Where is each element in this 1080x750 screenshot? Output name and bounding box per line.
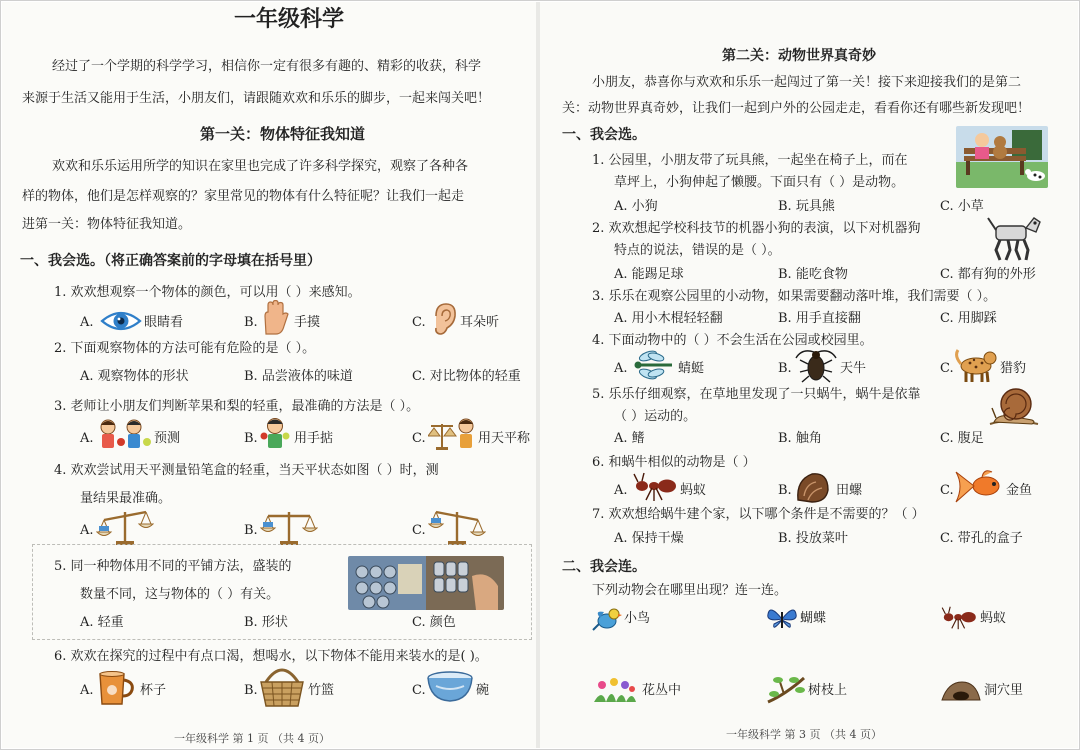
question-3: 3. 老师让小朋友们判断苹果和梨的轻重，最准确的方法是（ ）。 (54, 399, 420, 414)
option-a-text: 预测 (154, 431, 181, 446)
option-c: C. 小草 (940, 199, 984, 214)
option-c: C. (412, 523, 426, 538)
option-c: C. (940, 483, 954, 498)
basket-icon (258, 664, 306, 708)
option-b: B. 触角 (778, 431, 822, 446)
level1-line-2: 样的物体，他们是怎样观察的？家里常见的物体有什么特征呢？让我们一起走 (22, 189, 465, 204)
option-c: C. 腹足 (940, 431, 984, 446)
flowers-icon (592, 676, 638, 704)
dragonfly-icon (632, 348, 674, 382)
question-2-line-1: 2. 欢欢想起学校科技节的机器小狗的表演，以下对机器狗 (592, 221, 921, 236)
option-b: B. (244, 523, 258, 538)
kid-balance-icon (428, 416, 476, 450)
level2-title: 第二关：动物世界真奇妙 (722, 48, 876, 64)
intro-line-1: 小朋友，恭喜你与欢欢和乐乐一起闯过了第一关！接下来迎接我们的是第二 (592, 75, 1022, 90)
option-c-text: 猎豹 (1000, 361, 1027, 376)
option-a-text: 蜻蜓 (678, 361, 705, 376)
left-page (2, 2, 536, 748)
option-a: A. 保持干燥 (614, 531, 684, 546)
option-c-text: 耳朵听 (460, 315, 500, 330)
option-b: B. (778, 483, 792, 498)
option-a-text: 杯子 (140, 683, 167, 698)
question-5-line-2: 数量不同，这与物体的（ ）有关。 (80, 587, 280, 602)
option-c: C. 都有狗的外形 (940, 267, 1036, 282)
kid-hands-icon (260, 416, 290, 450)
balance-icon (260, 506, 318, 546)
option-a: A. (80, 523, 94, 538)
right-page (540, 2, 1078, 748)
goldfish-icon (954, 466, 1004, 506)
option-c: C. (940, 361, 954, 376)
level1-line-1: 欢欢和乐乐运用所学的知识在家里也完成了许多科学探究，观察了各种各 (52, 159, 469, 174)
animal-ant-label: 蚂蚁 (980, 611, 1007, 626)
option-a: A. 小狗 (614, 199, 658, 214)
question-1-line-2: 草坪上，小狗伸起了懒腰。下面只有（ ）是动物。 (614, 175, 905, 190)
option-a: A. 观察物体的形状 (80, 369, 189, 384)
branch-icon (766, 672, 806, 706)
snail-icon (988, 384, 1040, 428)
question-3: 3. 乐乐在观察公园里的小动物，如果需要翻动落叶堆，我们需要（ ）。 (592, 289, 997, 304)
park-bench-photo (956, 126, 1048, 188)
balance-icon (428, 506, 486, 546)
question-4-line-2: 量结果最准确。 (80, 491, 172, 506)
option-b: B. 形状 (244, 615, 288, 630)
option-b: B. (244, 315, 258, 330)
level1-title: 第一关：物体特征我知道 (200, 125, 366, 143)
part2-instructions: 下列动物会在哪里出现？连一连。 (592, 583, 788, 598)
question-7: 7. 欢欢想给蜗牛建个家，以下哪个条件是不需要的？（ ） (592, 507, 925, 522)
intro-line-2: 关：动物世界真奇妙，让我们一起到户外的公园走走，看看你还有哪些新发现吧！ (562, 101, 1031, 116)
option-c-text: 金鱼 (1006, 483, 1033, 498)
burrow-icon (940, 678, 982, 702)
option-b: B. 能吃食物 (778, 267, 848, 282)
option-a-text: 蚂蚁 (680, 483, 707, 498)
option-b-text: 竹篮 (308, 683, 335, 698)
option-a-text: 眼睛看 (144, 315, 184, 330)
option-b-text: 手摸 (294, 315, 321, 330)
option-c-text: 碗 (476, 683, 490, 698)
question-6: 6. 和蜗牛相似的动物是（ ） (592, 455, 756, 470)
place-flowers-label: 花丛中 (642, 683, 682, 698)
cup-icon (96, 668, 136, 708)
option-a: A. (614, 483, 628, 498)
river-snail-icon (794, 470, 832, 504)
question-1-line-1: 1. 公园里，小朋友带了玩具熊，一起坐在椅子上，而在 (592, 153, 908, 168)
option-b: B. (244, 431, 258, 446)
animal-butterfly-label: 蝴蝶 (800, 611, 827, 626)
question-2-line-2: 特点的说法，错误的是（ ）。 (614, 243, 781, 258)
page-footer: 一年级科学 第 1 页 （共 4 页） (174, 732, 330, 745)
intro-line-2: 来源于生活又能用于生活，小朋友们，请跟随欢欢和乐乐的脚步，一起来闯关吧！ (22, 91, 491, 106)
place-branch-label: 树枝上 (808, 683, 848, 698)
eye-icon (100, 304, 142, 338)
question-4: 4. 下面动物中的（ ）不会生活在公园或校园里。 (592, 333, 873, 348)
option-b-text: 用手掂 (294, 431, 334, 446)
beetle-icon (794, 346, 838, 384)
animal-bird-label: 小鸟 (624, 611, 651, 626)
ant-icon (940, 606, 978, 630)
question-1: 1. 欢欢想观察一个物体的颜色，可以用（ ）来感知。 (54, 285, 361, 300)
option-b-text: 天牛 (840, 361, 867, 376)
place-burrow-label: 洞穴里 (984, 683, 1024, 698)
option-c: C. (412, 431, 426, 446)
option-a: A. (80, 315, 94, 330)
option-b: B. 用手直接翻 (778, 311, 861, 326)
question-5-line-2: （ ）运动的。 (614, 409, 697, 424)
option-c: C. 颜色 (412, 615, 456, 630)
hand-icon (260, 300, 290, 336)
option-a: A. (80, 683, 94, 698)
option-c: C. (412, 683, 426, 698)
ear-icon (432, 302, 458, 336)
robot-dog-icon (982, 212, 1042, 262)
option-a: A. 鳍 (614, 431, 645, 446)
bowl-icon (426, 670, 474, 704)
question-5-line-1: 5. 同一种物体用不同的平铺方法，盛装的 (54, 559, 292, 574)
option-a: A. 轻重 (80, 615, 124, 630)
option-a: A. (80, 431, 94, 446)
page-title: 一年级科学 (234, 7, 345, 32)
option-c: C. 用脚踩 (940, 311, 997, 326)
question-6: 6. 欢欢在探究的过程中有点口渴，想喝水，以下物体不能用来装水的是( )。 (54, 649, 488, 664)
option-b: B. (244, 683, 258, 698)
ant-icon (632, 472, 678, 502)
level1-line-3: 进第一关：物体特征我知道。 (22, 217, 192, 232)
option-b: B. 玩具熊 (778, 199, 835, 214)
balance-icon (96, 506, 154, 546)
option-c: C. 对比物体的轻重 (412, 369, 521, 384)
option-b: B. (778, 361, 792, 376)
option-b-text: 田螺 (836, 483, 863, 498)
option-a: A. (614, 361, 628, 376)
kids-predict-icon (96, 418, 152, 450)
bird-icon (592, 604, 622, 634)
intro-line-1: 经过了一个学期的科学学习，相信你一定有很多有趣的、精彩的收获，科学 (52, 59, 482, 74)
option-c: C. (412, 315, 426, 330)
option-b: B. 品尝液体的味道 (244, 369, 353, 384)
question-2: 2. 下面观察物体的方法可能有危险的是（ ）。 (54, 341, 316, 356)
question-4-line-1: 4. 欢欢尝试用天平测量铅笔盒的轻重，当天平状态如图（ ）时，测 (54, 463, 439, 478)
question-5-line-1: 5. 乐乐仔细观察，在草地里发现了一只蜗牛，蜗牛是依靠 (592, 387, 921, 402)
butterfly-icon (766, 604, 798, 634)
option-c-text: 用天平称 (478, 431, 531, 446)
option-a: A. 能踢足球 (614, 267, 684, 282)
part2-heading: 二、我会连。 (562, 559, 646, 575)
page-footer: 一年级科学 第 3 页 （共 4 页） (726, 728, 882, 741)
part1-heading: 一、我会选。（将正确答案前的字母填在括号里） (20, 253, 321, 269)
option-b: B. 投放菜叶 (778, 531, 848, 546)
option-a: A. 用小木棍轻轻翻 (614, 311, 723, 326)
part1-heading: 一、我会选。 (562, 127, 646, 143)
leopard-icon (954, 346, 998, 384)
option-c: C. 带孔的盒子 (940, 531, 1023, 546)
beans-photo (348, 556, 504, 610)
